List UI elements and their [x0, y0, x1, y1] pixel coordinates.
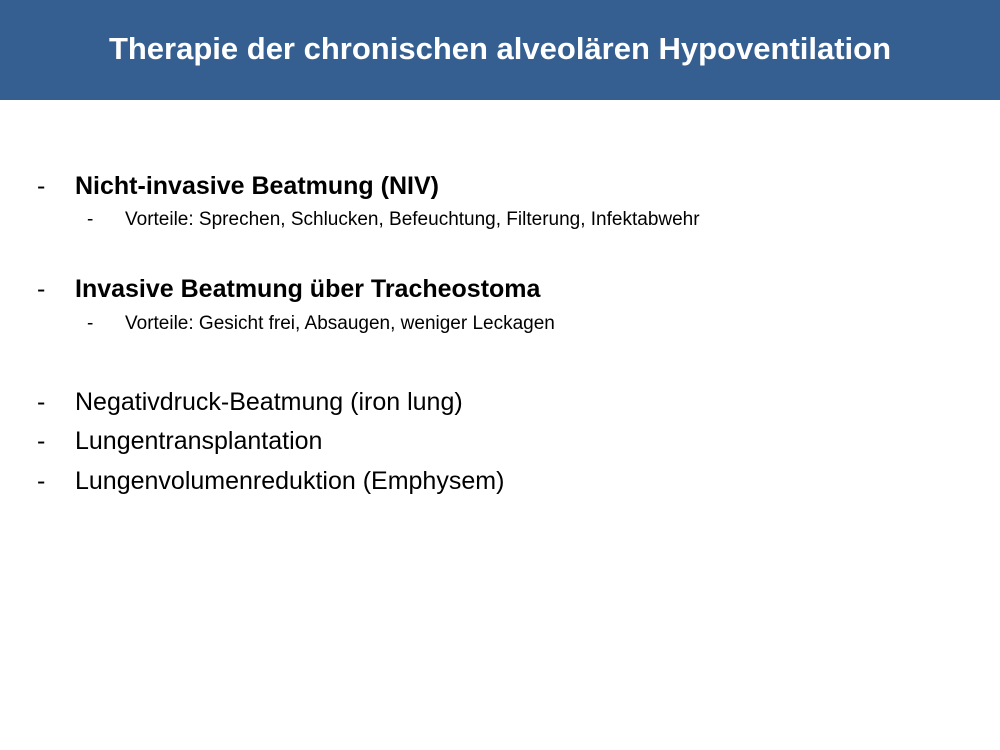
sub-item-niv-advantages: Vorteile: Sprechen, Schlucken, Befeuchtung, Filterung, Infektabwehr [125, 209, 700, 230]
bullet-item-niv: Nicht-invasive Beatmung (NIV) [75, 172, 439, 200]
bullet-dash: - [37, 467, 46, 495]
slide-title: Therapie der chronischen alveolären Hypoventilation [108, 30, 892, 66]
sub-item-invasive-advantages: Vorteile: Gesicht frei, Absaugen, weniger Leckagen [125, 313, 555, 334]
bullet-item-invasive: Invasive Beatmung über Tracheostoma [75, 275, 541, 303]
bullet-dash: - [37, 427, 46, 455]
bullet-dash: - [37, 172, 46, 200]
sub-bullet-dash: - [87, 209, 94, 230]
bullet-item-volume-reduction: Lungenvolumenreduktion (Emphysem) [75, 467, 505, 495]
bullet-dash: - [37, 388, 46, 416]
bullet-dash: - [37, 275, 46, 303]
sub-bullet-dash: - [87, 313, 94, 334]
bullet-item-lung-transplant: Lungentransplantation [75, 427, 323, 455]
bullet-item-negative-pressure: Negativdruck-Beatmung (iron lung) [75, 388, 463, 416]
